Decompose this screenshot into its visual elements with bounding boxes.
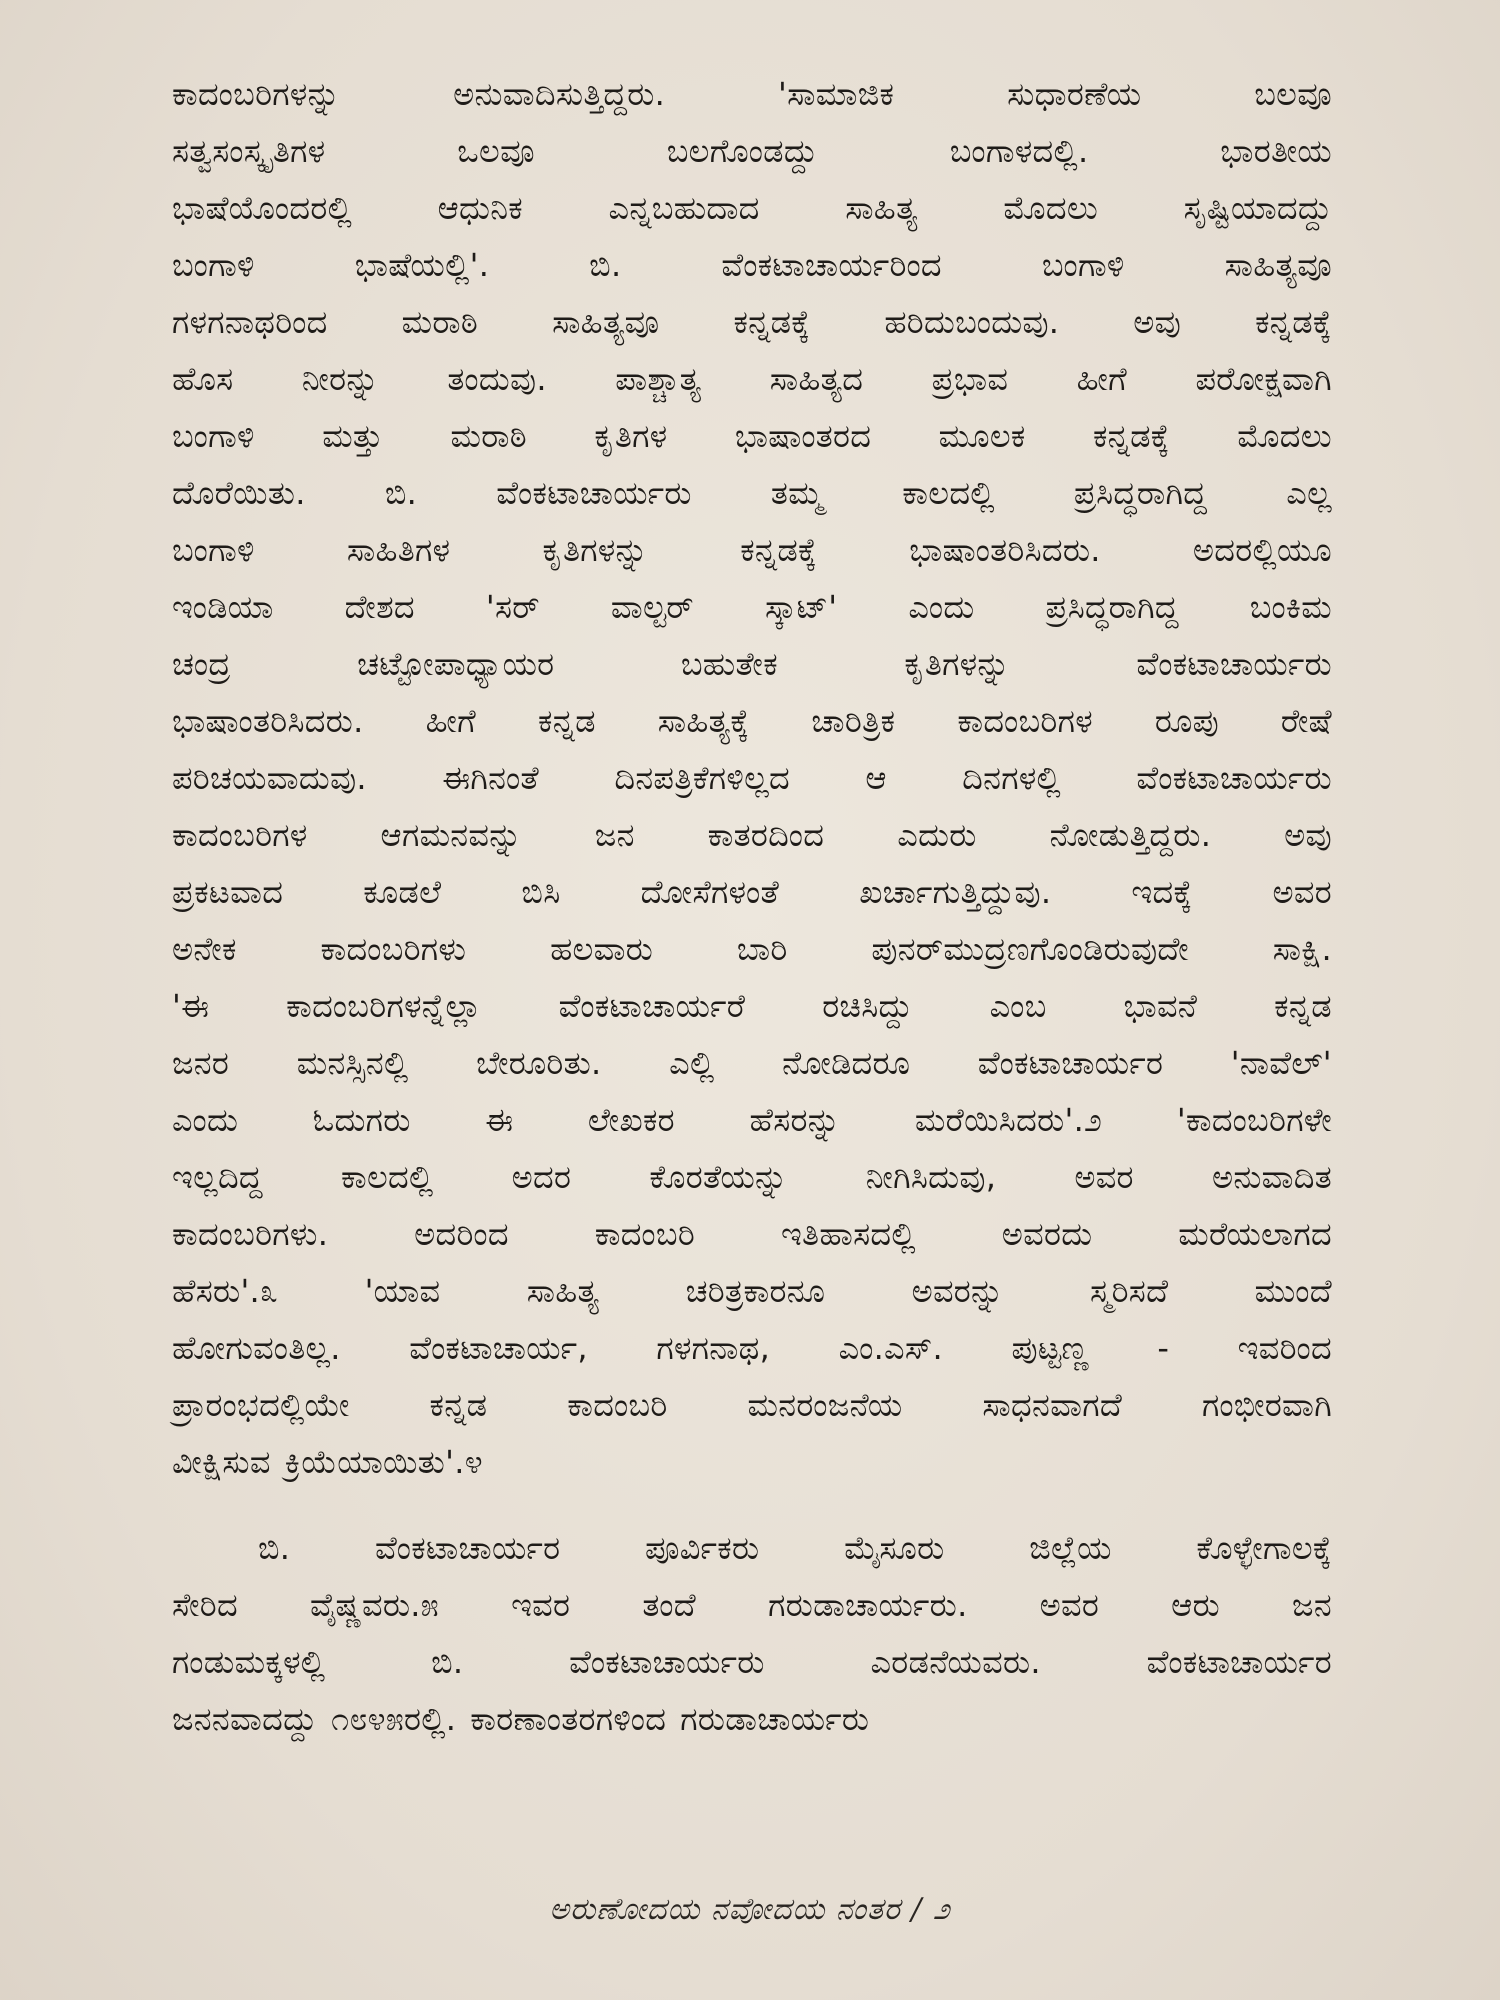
text-line: ಪರಿಚಯವಾದುವು. ಈಗಿನಂತೆ ದಿನಪತ್ರಿಕೆಗಳಿಲ್ಲದ ಆ ದಿನಗಳಲ್ಲಿ ವೆಂಕಟಾಚಾರ್ಯರು bbox=[172, 759, 1332, 797]
text-line: ಇಲ್ಲದಿದ್ದ ಕಾಲದಲ್ಲಿ ಅದರ ಕೊರತೆಯನ್ನು ನೀಗಿಸಿದುವು, ಅವರ ಅನುವಾದಿತ bbox=[172, 1158, 1332, 1196]
text-line: ಬಂಗಾಳಿ ಭಾಷೆಯಲ್ಲಿ'. ಬಿ. ವೆಂಕಟಾಚಾರ್ಯರಿಂದ ಬಂಗಾಳಿ ಸಾಹಿತ್ಯವೂ bbox=[172, 246, 1332, 284]
text-line: ಜನರ ಮನಸ್ಸಿನಲ್ಲಿ ಬೇರೂರಿತು. ಎಲ್ಲಿ ನೋಡಿದರೂ ವೆಂಕಟಾಚಾರ್ಯರ 'ನಾವೆಲ್' bbox=[172, 1044, 1332, 1082]
text-line: ಗಂಡುಮಕ್ಕಳಲ್ಲಿ ಬಿ. ವೆಂಕಟಾಚಾರ್ಯರು ಎರಡನೆಯವರು. ವೆಂಕಟಾಚಾರ್ಯರ bbox=[172, 1643, 1332, 1681]
text-line: ಪ್ರಾರಂಭದಲ್ಲಿಯೇ ಕನ್ನಡ ಕಾದಂಬರಿ ಮನರಂಜನೆಯ ಸಾಧನವಾಗದೆ ಗಂಭೀರವಾಗಿ bbox=[172, 1386, 1332, 1424]
text-line: ಕಾದಂಬರಿಗಳನ್ನು ಅನುವಾದಿಸುತ್ತಿದ್ದರು. 'ಸಾಮಾಜಿಕ ಸುಧಾರಣೆಯ ಬಲವೂ bbox=[172, 75, 1332, 113]
text-line: ಬಿ. ವೆಂಕಟಾಚಾರ್ಯರ ಪೂರ್ವಿಕರು ಮೈಸೂರು ಜಿಲ್ಲೆಯ ಕೊಳ್ಳೇಗಾಲಕ್ಕೆ bbox=[258, 1529, 1332, 1567]
text-line: ಕಾದಂಬರಿಗಳು. ಅದರಿಂದ ಕಾದಂಬರಿ ಇತಿಹಾಸದಲ್ಲಿ ಅವರದು ಮರೆಯಲಾಗದ bbox=[172, 1215, 1332, 1253]
text-line: ಇಂಡಿಯಾ ದೇಶದ 'ಸರ್ ವಾಲ್ಟರ್ ಸ್ಕಾಟ್' ಎಂದು ಪ್ರಸಿದ್ಧರಾಗಿದ್ದ ಬಂಕಿಮ bbox=[172, 588, 1332, 626]
text-line: ಹೊಸ ನೀರನ್ನು ತಂದುವು. ಪಾಶ್ಚಾತ್ಯ ಸಾಹಿತ್ಯದ ಪ್ರಭಾವ ಹೀಗೆ ಪರೋಕ್ಷವಾಗಿ bbox=[172, 360, 1332, 398]
text-line: ಬಂಗಾಳಿ ಮತ್ತು ಮರಾಠಿ ಕೃತಿಗಳ ಭಾಷಾಂತರದ ಮೂಲಕ ಕನ್ನಡಕ್ಕೆ ಮೊದಲು bbox=[172, 417, 1332, 455]
text-line: ಅನೇಕ ಕಾದಂಬರಿಗಳು ಹಲವಾರು ಬಾರಿ ಪುನರ್‌ಮುದ್ರಣಗೊಂಡಿರುವುದೇ ಸಾಕ್ಷಿ. bbox=[172, 930, 1332, 968]
text-line: ಹೆಸರು'.೩ 'ಯಾವ ಸಾಹಿತ್ಯ ಚರಿತ್ರಕಾರನೂ ಅವರನ್ನು ಸ್ಮರಿಸದೆ ಮುಂದೆ bbox=[172, 1272, 1332, 1310]
text-line: ಪ್ರಕಟವಾದ ಕೂಡಲೆ ಬಿಸಿ ದೋಸೆಗಳಂತೆ ಖರ್ಚಾಗುತ್ತಿದ್ದುವು. ಇದಕ್ಕೆ ಅವರ bbox=[172, 873, 1332, 911]
text-line: ಬಂಗಾಳಿ ಸಾಹಿತಿಗಳ ಕೃತಿಗಳನ್ನು ಕನ್ನಡಕ್ಕೆ ಭಾಷಾಂತರಿಸಿದರು. ಅದರಲ್ಲಿಯೂ bbox=[172, 531, 1332, 569]
text-line: ಗಳಗನಾಥರಿಂದ ಮರಾಠಿ ಸಾಹಿತ್ಯವೂ ಕನ್ನಡಕ್ಕೆ ಹರಿದುಬಂದುವು. ಅವು ಕನ್ನಡಕ್ಕೆ bbox=[172, 303, 1332, 341]
paragraph bbox=[172, 1520, 1332, 1748]
body-text bbox=[172, 66, 1332, 1748]
text-line: ಚಂದ್ರ ಚಟ್ಟೋಪಾಧ್ಯಾಯರ ಬಹುತೇಕ ಕೃತಿಗಳನ್ನು ವೆಂಕಟಾಚಾರ್ಯರು bbox=[172, 645, 1332, 683]
text-line: ಸೇರಿದ ವೈಷ್ಣವರು.೫ ಇವರ ತಂದೆ ಗರುಡಾಚಾರ್ಯರು. ಅವರ ಆರು ಜನ bbox=[172, 1586, 1332, 1624]
page-footer: ಅರುಣೋದಯ ನವೋದಯ ನಂತರ / ೨ bbox=[549, 1892, 951, 1927]
paragraph-gap bbox=[172, 1491, 1332, 1520]
text-line: ದೊರೆಯಿತು. ಬಿ. ವೆಂಕಟಾಚಾರ್ಯರು ತಮ್ಮ ಕಾಲದಲ್ಲಿ ಪ್ರಸಿದ್ಧರಾಗಿದ್ದ ಎಲ್ಲ bbox=[172, 474, 1332, 512]
text-line: ಹೋಗುವಂತಿಲ್ಲ. ವೆಂಕಟಾಚಾರ್ಯ, ಗಳಗನಾಥ, ಎಂ.ಎಸ್. ಪುಟ್ಟಣ್ಣ - ಇವರಿಂದ bbox=[172, 1329, 1332, 1367]
text-line: ಎಂದು ಓದುಗರು ಈ ಲೇಖಕರ ಹೆಸರನ್ನು ಮರೆಯಿಸಿದರು'.೨ 'ಕಾದಂಬರಿಗಳೇ bbox=[172, 1101, 1332, 1139]
text-line: ಭಾಷಾಂತರಿಸಿದರು. ಹೀಗೆ ಕನ್ನಡ ಸಾಹಿತ್ಯಕ್ಕೆ ಚಾರಿತ್ರಿಕ ಕಾದಂಬರಿಗಳ ರೂಪು ರೇಷೆ bbox=[172, 702, 1332, 740]
text-line: 'ಈ ಕಾದಂಬರಿಗಳನ್ನೆಲ್ಲಾ ವೆಂಕಟಾಚಾರ್ಯರೆ ರಚಿಸಿದ್ದು ಎಂಬ ಭಾವನೆ ಕನ್ನಡ bbox=[172, 987, 1332, 1025]
paragraph bbox=[172, 66, 1332, 1491]
text-line: ಭಾಷೆಯೊಂದರಲ್ಲಿ ಆಧುನಿಕ ಎನ್ನಬಹುದಾದ ಸಾಹಿತ್ಯ ಮೊದಲು ಸೃಷ್ಟಿಯಾದದ್ದು bbox=[172, 189, 1332, 227]
text-line: ಜನನವಾದದ್ದು ೧೮೪೫ರಲ್ಲಿ. ಕಾರಣಾಂತರಗಳಿಂದ ಗರುಡಾಚಾರ್ಯರು bbox=[172, 1700, 870, 1738]
text-line: ವೀಕ್ಷಿಸುವ ಕ್ರಿಯೆಯಾಯಿತು'.೪ bbox=[172, 1443, 483, 1481]
text-line: ಕಾದಂಬರಿಗಳ ಆಗಮನವನ್ನು ಜನ ಕಾತರದಿಂದ ಎದುರು ನೋಡುತ್ತಿದ್ದರು. ಅವು bbox=[172, 816, 1332, 854]
text-line: ಸತ್ವಸಂಸ್ಕೃತಿಗಳ ಒಲವೂ ಬಲಗೊಂಡದ್ದು ಬಂಗಾಳದಲ್ಲಿ. ಭಾರತೀಯ bbox=[172, 132, 1332, 170]
